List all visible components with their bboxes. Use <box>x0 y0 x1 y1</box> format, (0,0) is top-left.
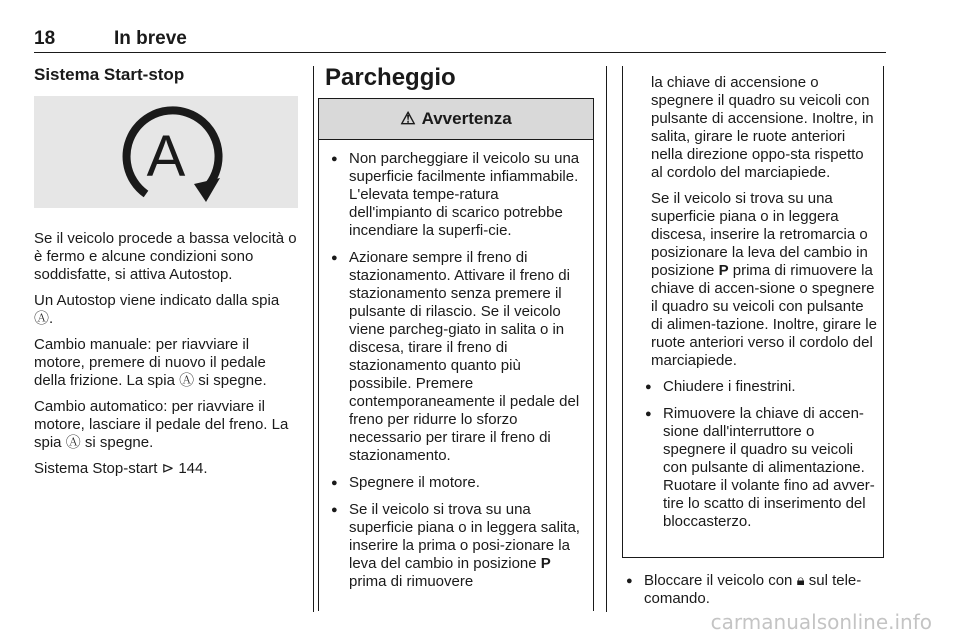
start-stop-heading: Sistema Start-stop <box>34 65 185 84</box>
autostop-icon-box <box>34 96 298 208</box>
continuation-para-2: Se il veicolo si trova su una superficie piana o in leggera discesa, inserire la retromarcia o posizionare la leva del cambio in posizione P prima di rimuovere la chiave di accen-sione o spegnere il quadro su veicoli con pulsante di alimen-tazione. Inoltre, girare le ruote anteriori verso il cordolo del marciapiede. <box>651 190 877 369</box>
start-stop-para-1: Se il veicolo procede a bassa velocità o è fermo e alcune condizioni sono soddisfatte, si attiva Autostop. <box>34 230 297 283</box>
warning-header <box>319 99 593 140</box>
warning-bullet: ● Chiudere i finestrini. <box>645 378 877 396</box>
warning-continuation-box <box>622 66 884 558</box>
autostop-lamp-icon: Ⓐ <box>179 372 195 389</box>
page-number: 18 <box>34 28 56 49</box>
column-divider <box>606 66 607 612</box>
parking-heading: Parcheggio <box>325 64 456 91</box>
svg-text:A: A <box>146 124 186 189</box>
autostop-lamp-icon: Ⓐ <box>65 434 81 451</box>
start-stop-para-4: Cambio automatico: per riavviare il motore, lasciare il pedale del freno. La spia Ⓐ si spegne. <box>34 398 289 451</box>
warning-body <box>319 140 593 591</box>
lock-bullet: ● Bloccare il veicolo con 🔒︎ sul tele-comando. <box>626 572 888 608</box>
warning-title: Avvertenza <box>421 109 512 128</box>
section-title: In breve <box>114 28 187 49</box>
warning-triangle-icon: ⚠ <box>400 109 416 128</box>
page-reference-icon: ⊳ <box>161 460 175 477</box>
autostop-lamp-icon: Ⓐ <box>34 310 50 327</box>
parking-column <box>325 64 593 102</box>
warning-box <box>318 98 594 611</box>
start-stop-para-5: Sistema Stop-start ⊳ 144. <box>34 460 208 477</box>
start-stop-para-2: Un Autostop viene indicato dalla spia Ⓐ. <box>34 292 280 327</box>
start-stop-column <box>34 66 298 486</box>
warning-bullet: ● Non parcheggiare il veicolo su una superficie facilmente infiammabile. L'elevata tempe-ratura dell'impianto di scarico potrebbe incendiare la superfi-cie. <box>331 150 583 240</box>
warning-bullet: ● Spegnere il motore. <box>331 474 583 492</box>
continuation-para-1: la chiave di accensione o spegnere il quadro su veicoli con pulsante di accensione. Inoltre, in salita, girare le ruote anteriori nella direzione oppo-sta rispetto al cordolo del marciapiede. <box>651 74 874 181</box>
warning-bullet: ● Se il veicolo si trova su una superficie piana o in leggera salita, inserire la prima o posi-zionare la leva del cambio in posizione P prima di rimuovere <box>331 501 583 591</box>
column-divider <box>313 66 314 612</box>
warning-bullet: ● Azionare sempre il freno di stazionamento. Attivare il freno di stazionamento senza premere il pulsante di rilascio. Se il veicolo viene parcheg-giato in salita o in discesa, tirare il freno di stazionamento quanto più possibile. Premere contemporaneamente il pedale del freno per ridurre lo sforzo necessario per tirare il freno di stazionamento. <box>331 249 583 465</box>
start-stop-para-3: Cambio manuale: per riavviare il motore, premere di nuovo il pedale della frizione. La spia Ⓐ si spegne. <box>34 336 267 389</box>
lock-key-icon: 🔒︎ <box>796 572 805 589</box>
page-header <box>34 26 886 53</box>
autostop-icon <box>34 96 298 208</box>
warning-bullet: ● Rimuovere la chiave di accen-sione dall'interruttore o spegnere il quadro su veicoli con pulsante di alimentazione. Ruotare il volante fino ad avver-tire lo scatto di inserimento del bloccasterzo. <box>645 405 877 531</box>
watermark: carmanualsonline.info <box>710 610 932 634</box>
